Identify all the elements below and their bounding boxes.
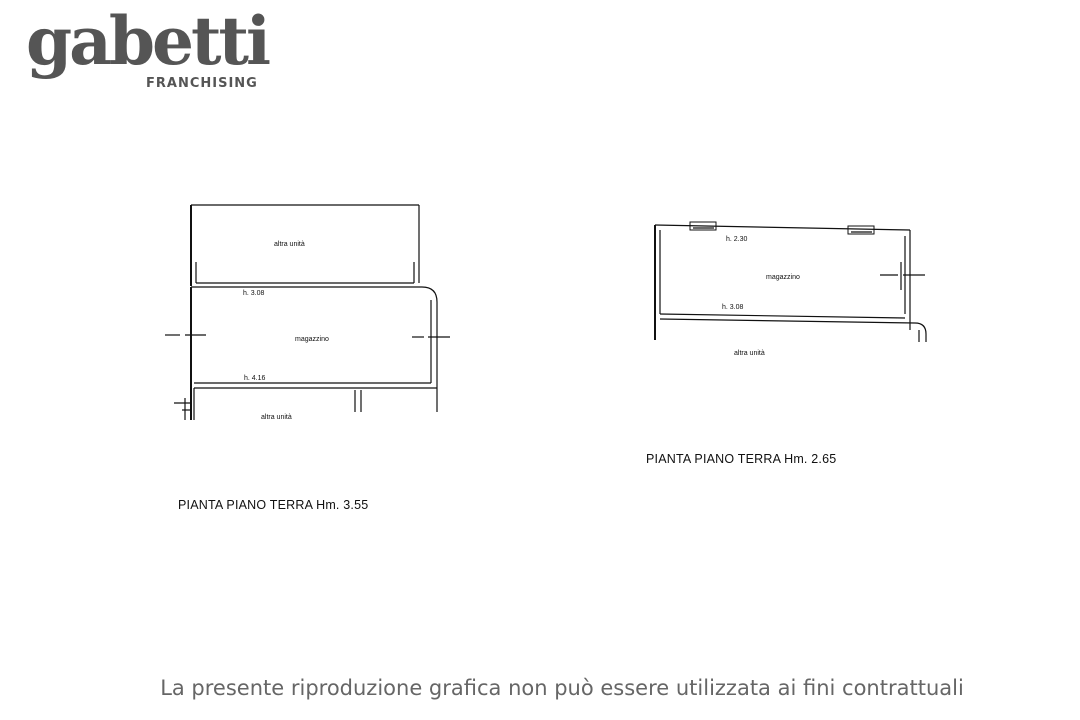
right-height-top: h. 2.30 xyxy=(726,236,748,243)
right-room-label: magazzino xyxy=(766,274,800,281)
left-upper-unit-label: altra unità xyxy=(274,241,305,248)
right-plan-caption: PIANTA PIANO TERRA Hm. 2.65 xyxy=(646,452,837,466)
left-height-bottom: h. 4.16 xyxy=(244,375,266,382)
left-height-top: h. 3.08 xyxy=(243,290,265,297)
left-lower-unit-label: altra unità xyxy=(261,414,292,421)
right-height-bottom: h. 3.08 xyxy=(722,304,744,311)
left-plan-caption: PIANTA PIANO TERRA Hm. 3.55 xyxy=(178,498,369,512)
logo-wordmark: gabetti xyxy=(26,2,269,80)
right-plan-walls xyxy=(655,222,926,342)
left-plan-walls xyxy=(165,205,450,420)
disclaimer-text: La presente riproduzione grafica non può essere utilizzata ai fini contrattuali xyxy=(160,676,964,700)
left-room-label: magazzino xyxy=(295,336,329,343)
right-lower-unit-label: altra unità xyxy=(734,350,765,357)
logo-subtitle: FRANCHISING xyxy=(146,76,258,91)
